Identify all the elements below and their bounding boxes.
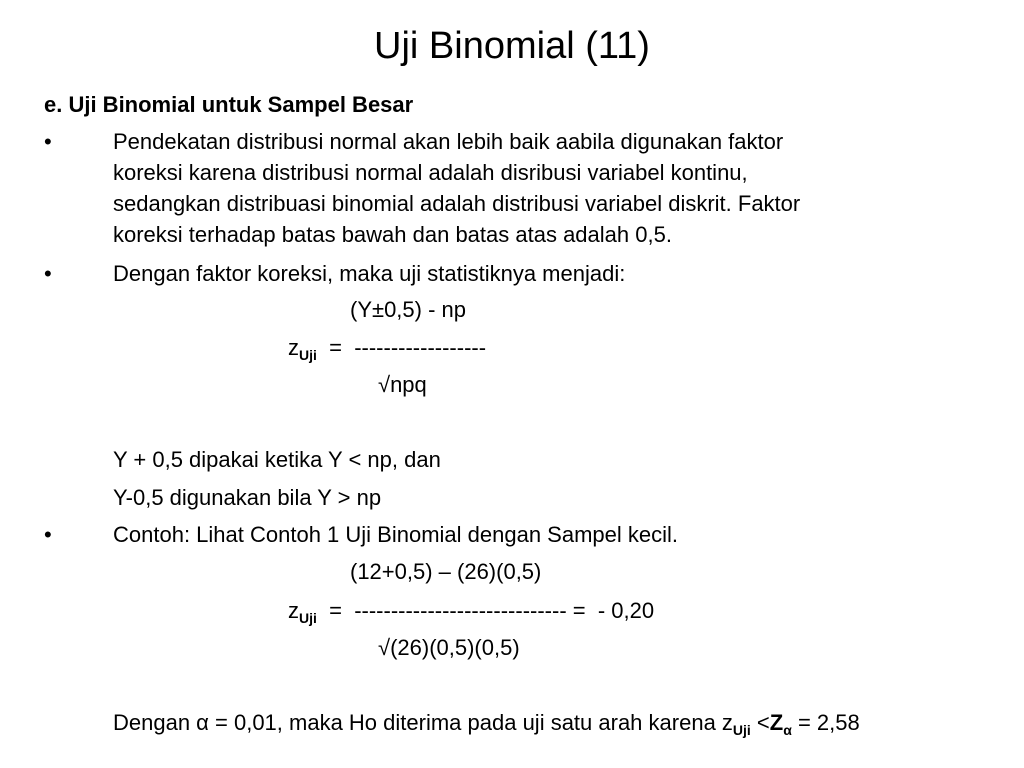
conclusion-less-than: < [750,710,770,735]
formula-1-subscript: Uji [299,347,317,363]
bullet-1-symbol: • [44,129,52,154]
formula-1-z: z [288,335,299,360]
conclusion-text-before: Dengan α = 0,01, maka Ho diterima pada uji satu arah karena z [113,710,733,735]
formula-2-denominator: √(26)(0,5)(0,5) [378,635,520,660]
bullet-3-text: Contoh: Lihat Contoh 1 Uji Binomial dengan Sampel kecil. [113,522,678,547]
conclusion-subscript-alpha: α [783,722,792,738]
formula-1-main-line [288,333,486,370]
bullet-2-symbol: • [44,261,52,286]
formula-1-denominator: √npq [378,372,427,397]
conclusion-text-after: = 2,58 [791,710,860,735]
bullet-3-symbol: • [44,522,52,547]
formula-2-subscript: Uji [299,610,317,626]
bullet-1-line-1: Pendekatan distribusi normal akan lebih baik aabila digunakan faktor [113,129,784,154]
bullet-2-text: Dengan faktor koreksi, maka uji statistiknya menjadi: [113,261,626,286]
formula-2-z: z [288,598,299,623]
formula-1-numerator: (Y±0,5) - np [350,297,467,322]
subheading: e. Uji Binomial untuk Sampel Besar [44,92,414,117]
bullet-1-line-4: koreksi terhadap batas bawah dan batas atas adalah 0,5. [113,222,672,247]
bullet-1-line-3: sedangkan distribuasi binomial adalah distribusi variabel diskrit. Faktor [113,191,801,216]
formula-2-numerator: (12+0,5) – (26)(0,5) [350,559,542,584]
bullet-1-line-2: koreksi karena distribusi normal adalah disribusi variabel kontinu, [113,160,748,185]
conclusion-line [113,708,860,745]
conclusion-z-alpha: Z [769,710,784,735]
conclusion-subscript-uji: Uji [732,722,751,738]
rule-line-2: Y-0,5 digunakan bila Y > np [113,485,382,510]
rule-line-1: Y + 0,5 dipakai ketika Y < np, dan [113,447,441,472]
formula-2-main-line [288,596,654,633]
formula-1-fraction-bar: = ------------------ [316,335,487,360]
formula-2-fraction-bar: = ----------------------------- = - 0,20 [316,598,655,623]
slide-title: Uji Binomial (11) [374,25,650,67]
